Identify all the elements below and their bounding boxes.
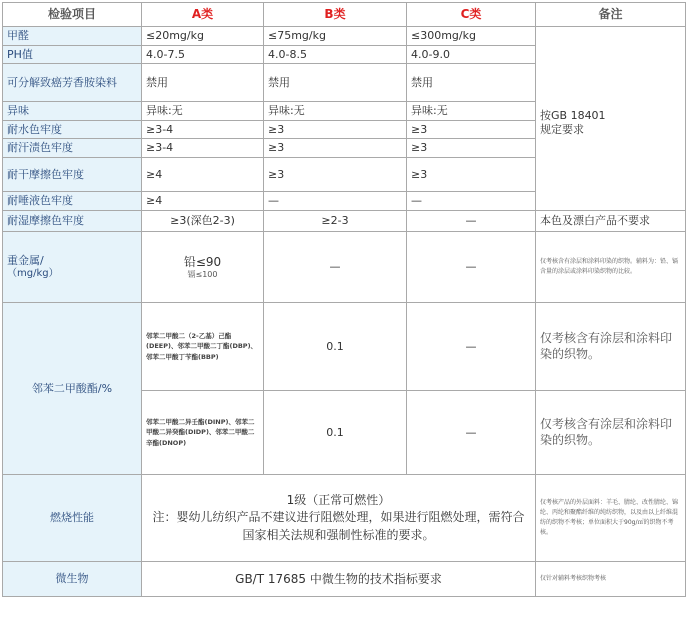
cell-formaldehyde-a: ≤20mg/kg xyxy=(142,27,264,46)
phthalate-1-remark-text: 仅考核含有涂层和涂料印染的织物。 xyxy=(540,330,673,361)
row-label-formaldehyde: 甲醛 xyxy=(3,27,142,46)
row-label-wet-rub: 耐湿摩擦色牢度 xyxy=(3,211,142,232)
row-label-sweat: 耐汗渍色牢度 xyxy=(3,139,142,158)
table-row xyxy=(3,562,686,597)
table-row xyxy=(3,211,686,232)
cell-azo-a: 禁用 xyxy=(142,64,264,102)
cell-flammability-remark xyxy=(536,475,686,562)
row-label-ph: PH值 xyxy=(3,46,142,64)
cell-phthalate-1-remark xyxy=(536,303,686,391)
header-item: 检验项目 xyxy=(3,3,142,27)
heavy-metal-label-line1: 重金属/ xyxy=(7,253,44,267)
shared-remark xyxy=(536,27,686,211)
standards-table xyxy=(2,2,686,597)
cell-phthalate-1-c: — xyxy=(407,303,536,391)
table-row xyxy=(3,475,686,562)
header-class-c: C类 xyxy=(407,3,536,27)
cell-flammability xyxy=(142,475,536,562)
header-class-a: A类 xyxy=(142,3,264,27)
cell-dry-rub-b: ≥3 xyxy=(264,158,407,192)
row-label-azo: 可分解致癌芳香胺染料 xyxy=(3,64,142,102)
cell-wet-rub-b: ≥2-3 xyxy=(264,211,407,232)
cell-saliva-a: ≥4 xyxy=(142,192,264,211)
cell-formaldehyde-c: ≤300mg/kg xyxy=(407,27,536,46)
cell-odor-b: 异味:无 xyxy=(264,102,407,121)
cell-phthalate-2-a xyxy=(142,391,264,475)
flammability-note: 注：婴幼儿纺织产品不建议进行阻燃处理，如果进行阻燃处理，需符合国家相关法规和强制性标准的要求。 xyxy=(152,510,525,542)
cell-microbe-remark xyxy=(536,562,686,597)
phthalate-2-remark-text: 仅考核含有涂层和涂料印染的织物。 xyxy=(540,416,673,447)
cell-water-a: ≥3-4 xyxy=(142,121,264,139)
cell-azo-c: 禁用 xyxy=(407,64,536,102)
cell-heavy-metal-c: — xyxy=(407,232,536,303)
flammability-level: 1级（正常可燃性） xyxy=(286,492,391,507)
cell-odor-c: 异味:无 xyxy=(407,102,536,121)
cell-ph-a: 4.0-7.5 xyxy=(142,46,264,64)
cell-dry-rub-a: ≥4 xyxy=(142,158,264,192)
header-row xyxy=(3,3,686,27)
cell-phthalate-1-a xyxy=(142,303,264,391)
row-label-microbe: 微生物 xyxy=(3,562,142,597)
cell-water-c: ≥3 xyxy=(407,121,536,139)
cell-phthalate-2-remark xyxy=(536,391,686,475)
row-label-flammability: 燃烧性能 xyxy=(3,475,142,562)
row-label-water: 耐水色牢度 xyxy=(3,121,142,139)
cell-wet-rub-a: ≥3(深色2-3) xyxy=(142,211,264,232)
heavy-metal-label-line2: （mg/kg） xyxy=(7,267,59,279)
cell-water-b: ≥3 xyxy=(264,121,407,139)
cell-phthalate-2-b: 0.1 xyxy=(264,391,407,475)
heavy-metal-cadmium: 镉≤100 xyxy=(187,269,218,279)
table-row xyxy=(3,27,686,46)
cell-microbe: GB/T 17685 中微生物的技术指标要求 xyxy=(142,562,536,597)
row-label-dry-rub: 耐干摩擦色牢度 xyxy=(3,158,142,192)
heavy-metal-remark-text: 仅考核含有涂层和涂料印染的织物。辅料为：铅、镉含量的涂层或涂料印染织物的比较。 xyxy=(540,257,679,275)
cell-sweat-c: ≥3 xyxy=(407,139,536,158)
cell-dry-rub-c: ≥3 xyxy=(407,158,536,192)
shared-remark-line1: 按GB 18401 xyxy=(540,108,606,122)
cell-heavy-metal-a xyxy=(142,232,264,303)
header-remark: 备注 xyxy=(536,3,686,27)
row-label-saliva: 耐唾液色牢度 xyxy=(3,192,142,211)
table-row xyxy=(3,232,686,303)
cell-saliva-b: — xyxy=(264,192,407,211)
cell-sweat-b: ≥3 xyxy=(264,139,407,158)
cell-heavy-metal-remark xyxy=(536,232,686,303)
cell-saliva-c: — xyxy=(407,192,536,211)
heavy-metal-lead: 铅≤90 xyxy=(183,254,222,269)
cell-ph-b: 4.0-8.5 xyxy=(264,46,407,64)
phthalate-2-substances: 邻苯二甲酸二异壬酯(DINP)、邻苯二甲酸二异癸酯(DIDP)、邻苯二甲酸二辛酯(DNOP) xyxy=(146,418,255,447)
cell-sweat-a: ≥3-4 xyxy=(142,139,264,158)
phthalate-1-substances: 邻苯二甲酸二（2-乙基）己酯(DEEP)、邻苯二甲酸二丁酯(DBP)、邻苯二甲酸丁苄酯(BBP) xyxy=(146,332,258,361)
cell-phthalate-2-c: — xyxy=(407,391,536,475)
flammability-remark-text: 仅考核产品的外层面料：羊毛、腈纶、改性腈纶、锦纶、丙纶和聚酯纤维的纯纺织物，以及由以上纤维混纺的织物不考核；单位面积大于90g/㎡的织物不考核。 xyxy=(540,498,679,537)
row-label-phthalate: 邻苯二甲酸酯/% xyxy=(3,303,142,475)
shared-remark-line2: 规定要求 xyxy=(540,122,584,136)
cell-odor-a: 异味:无 xyxy=(142,102,264,121)
cell-wet-rub-remark: 本色及漂白产品不要求 xyxy=(536,211,686,232)
row-label-heavy-metal xyxy=(3,232,142,303)
cell-formaldehyde-b: ≤75mg/kg xyxy=(264,27,407,46)
microbe-remark-text: 仅针对辅料考核织物考核 xyxy=(540,574,607,582)
table-row xyxy=(3,303,686,391)
cell-ph-c: 4.0-9.0 xyxy=(407,46,536,64)
cell-azo-b: 禁用 xyxy=(264,64,407,102)
cell-wet-rub-c: — xyxy=(407,211,536,232)
cell-heavy-metal-b: — xyxy=(264,232,407,303)
cell-phthalate-1-b: 0.1 xyxy=(264,303,407,391)
header-class-b: B类 xyxy=(264,3,407,27)
row-label-odor: 异味 xyxy=(3,102,142,121)
